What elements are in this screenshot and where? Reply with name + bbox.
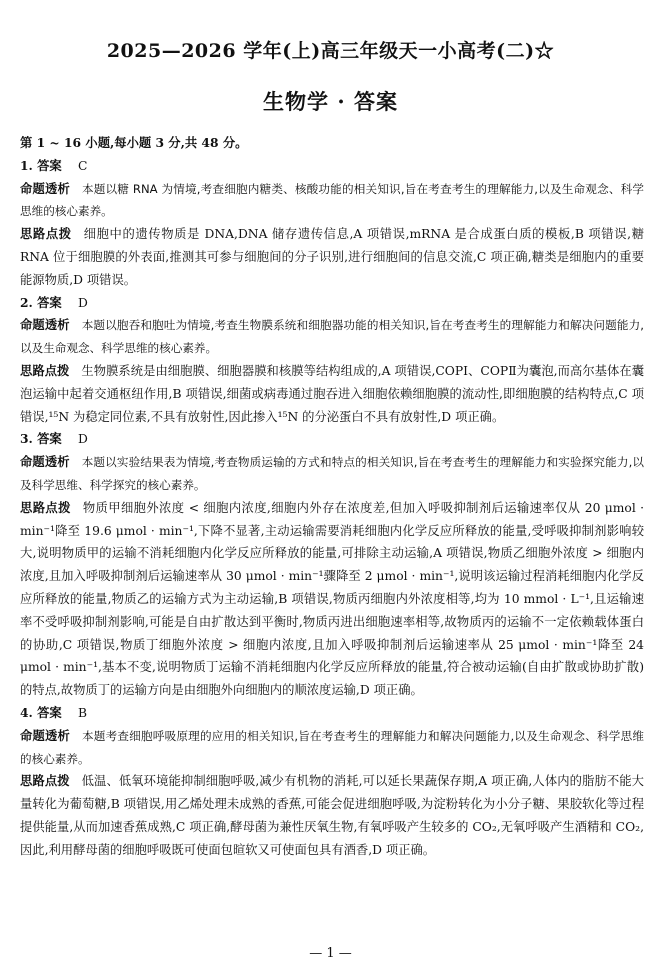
- question-header: [20, 428, 644, 451]
- answer-value: D: [78, 432, 88, 447]
- answer-label: 答案: [37, 157, 62, 173]
- analysis-label: 命题透析: [20, 317, 70, 333]
- analysis-paragraph: [20, 178, 644, 224]
- hint-label: 思路点拨: [20, 773, 70, 789]
- question-number: 3.: [20, 431, 33, 447]
- answer-label: 答案: [37, 704, 62, 720]
- analysis-label: 命题透析: [20, 727, 70, 743]
- page-number: — 1 —: [309, 946, 352, 961]
- analysis-text: 本题以实验结果表为情境,考查物质运输的方式和特点的相关知识,旨在考查考生的理解能力和实验探究能力,以及科学思维、科学探究的核心素养。: [20, 455, 644, 492]
- question-number: 4.: [20, 704, 33, 720]
- analysis-label: 命题透析: [20, 454, 70, 470]
- analysis-text: 本题以胞吞和胞吐为情境,考查生物膜系统和细胞器功能的相关知识,旨在考查考生的理解能力和解决问题能力,以及生命观念、科学思维的核心素养。: [20, 318, 644, 356]
- answer-value: C: [78, 158, 88, 173]
- hint-label: 思路点拨: [20, 226, 72, 242]
- hint-text: 物质甲细胞外浓度 < 细胞内浓度,细胞内外存在浓度差,但加入呼吸抑制剂后运输速率仅从 20 μmol · min⁻¹降至 19.6 μmol · min⁻¹,下降不显著,主动运输需要消耗细胞内化学反应所释放的能量,受呼吸抑制剂影响较大,说明物质甲的运输不消耗细胞内化学反应所释放的能量,可排除主动运输,A 项错误,物质乙细胞外浓度 > 细胞内浓度,且加入呼吸抑制剂后运输速率从 30 μmol · min⁻¹骤降至 2 μmol · min⁻¹,说明该运输过程消耗细胞内化学反应所释放的能量,物质乙的运输方式为主动运输,B 项错误,物质丙细胞内外浓度相等,均为 10 mmol · L⁻¹,且运输速率不受呼吸抑制剂影响,可能是自由扩散达到平衡时,物质丙进出细胞速率相等,故物质丙的运输不一定依赖载体蛋白的协助,C 项错误,物质丁细胞外浓度 > 细胞内浓度,且加入呼吸抑制剂后运输速率从 25 μmol · min⁻¹降至 24 μmol · min⁻¹,基本不变,说明物质丁运输不消耗细胞内化学反应所释放的能量,符合被动运输(自由扩散或协助扩散)的特点,故物质丁的运输方向是由细胞外向细胞内的顺浓度运输,D 项正确。: [20, 500, 644, 698]
- question-number: 2.: [20, 294, 33, 310]
- question-item: [20, 428, 644, 702]
- hint-paragraph: [20, 497, 644, 702]
- analysis-paragraph: [20, 314, 644, 360]
- section-intro: 第 1 ~ 16 小题,每小题 3 分,共 48 分。: [20, 135, 248, 150]
- hint-label: 思路点拨: [20, 499, 71, 515]
- answer-value: B: [78, 705, 88, 720]
- question-item: [20, 155, 644, 292]
- exam-title: 2025—2026 学年(上)高三年级天一小高考(二)☆: [106, 40, 555, 62]
- question-number: 1.: [20, 157, 33, 173]
- hint-text: 细胞中的遗传物质是 DNA,DNA 储存遗传信息,A 项错误,mRNA 是合成蛋白质的模板,B 项错误,糖 RNA 位于细胞膜的外表面,推测其可参与细胞间的分子识别,进行细胞间的信息交流,C 项正确,糖类是细胞内的重要能源物质,D 项错误。: [20, 227, 644, 287]
- answer-content: [20, 132, 644, 862]
- answer-label: 答案: [37, 294, 62, 310]
- hint-label: 思路点拨: [20, 362, 70, 378]
- analysis-paragraph: [20, 451, 644, 497]
- analysis-text: 本题考查细胞呼吸原理的应用的相关知识,旨在考查考生的理解能力和解决问题能力,以及生命观念、科学思维的核心素养。: [20, 728, 644, 766]
- analysis-paragraph: [20, 725, 644, 771]
- hint-paragraph: [20, 770, 644, 861]
- analysis-label: 命题透析: [20, 180, 70, 196]
- hint-text: 低温、低氧环境能抑制细胞呼吸,减少有机物的消耗,可以延长果蔬保存期,A 项正确,人体内的脂肪不能大量转化为葡萄糖,B 项错误,用乙烯处理未成熟的香蕉,可能会促进细胞呼吸,为淀粉转化为小分子糖、果胶软化等过程提供能量,从而加速香蕉成熟,C 项正确,酵母菌为兼性厌氧生物,有氧呼吸产生较多的 CO₂,无氧呼吸产生酒精和 CO₂,因此,利用酵母菌的细胞呼吸既可使面包暄软又可使面包具有酒香,D 项正确。: [20, 774, 644, 857]
- subject-title: 生物学 · 答案: [263, 89, 398, 114]
- hint-paragraph: [20, 223, 644, 291]
- analysis-text: 本题以糖 RNA 为情境,考查细胞内糖类、核酸功能的相关知识,旨在考查考生的理解能力,以及生命观念、科学思维的核心素养。: [20, 181, 644, 219]
- answer-value: D: [78, 295, 88, 310]
- answer-label: 答案: [37, 431, 62, 447]
- hint-text: 生物膜系统是由细胞膜、细胞器膜和核膜等结构组成的,A 项错误,COPⅠ、COPⅡ为囊泡,而高尔基体在囊泡运输中起着交通枢纽作用,B 项错误,细菌或病毒通过胞吞进入细胞依赖细胞膜的流动性,即细胞膜的结构特点,C 项错误,¹⁵N 为稳定同位素,不具有放射性,因此掺入¹⁵N 的分泌蛋白不具有放射性,D 项正确。: [20, 363, 644, 424]
- question-header: [20, 702, 644, 725]
- question-item: [20, 702, 644, 862]
- question-header: [20, 292, 644, 315]
- hint-paragraph: [20, 360, 644, 428]
- question-item: [20, 292, 644, 429]
- question-header: [20, 155, 644, 178]
